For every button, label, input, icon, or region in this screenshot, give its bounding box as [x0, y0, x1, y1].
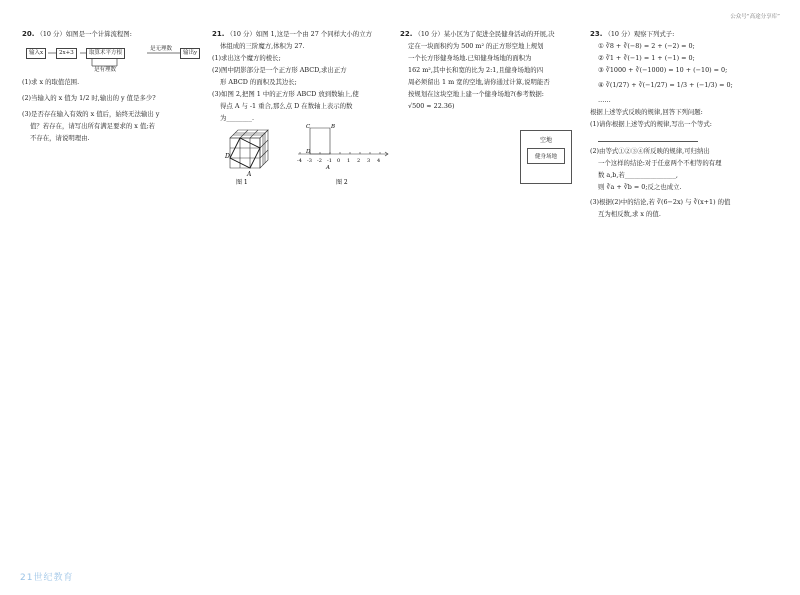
numberline-figure: [298, 128, 388, 156]
question-number: 22.: [400, 30, 413, 38]
cube-figure: [230, 130, 268, 168]
question-text: √500 ≈ 22.36): [408, 102, 455, 110]
figure-1-caption: 图 1: [236, 179, 248, 186]
flow-operation: 2x+3: [56, 48, 77, 59]
flowchart: [22, 44, 202, 74]
part-3-cont: 得点 A 与 -1 重合,那么点 D 在数轴上表示的数: [220, 102, 353, 110]
equation-4: ④ ∛(1/27) + ∛(−1/27) = 1/3 + (−1/3) = 0;: [598, 81, 733, 89]
flow-rational: 是有理数: [94, 67, 117, 73]
equation-3: ③ ∛1000 + ∛(−1000) = 10 + (−10) = 0;: [598, 66, 728, 74]
part-2-cont: 数 a,b,若________________,: [598, 171, 678, 179]
equation-2: ② ∛1 + ∛(−1) = 1 + (−1) = 0;: [598, 54, 695, 62]
part-2: (2)由等式①②③④所反映的规律,可归纳出: [590, 147, 710, 155]
axis-tick-label: 0: [337, 158, 341, 164]
question-20: [22, 28, 202, 144]
footer-logo: 21世纪教育: [20, 573, 74, 583]
figure-2-caption: 图 2: [336, 179, 348, 186]
part-2-cont: 形 ABCD 的面积及其边长;: [220, 78, 297, 86]
axis-tick-label: 1: [347, 158, 351, 164]
question-23: [590, 28, 780, 220]
part-3: (3)如图 2,把图 1 中的正方形 ABCD 放到数轴上,使: [212, 90, 359, 98]
flow-irrational: 是无理数: [150, 46, 173, 52]
flow-output: 输出y: [180, 48, 200, 59]
question-text: 周必须留出 1 m 宽的空地,请你通过计算,说明能否: [408, 78, 550, 86]
part-3-cont: 为________.: [220, 114, 254, 122]
part-2-cont: 一个这样的结论:对于任意两个不相等的有理: [598, 159, 722, 167]
axis-tick-label: -3: [307, 158, 312, 164]
label-A2: A: [326, 165, 330, 171]
question-stem-cont: 体组成的三阶魔方,体积为 27.: [220, 42, 305, 50]
question-stem: （10 分）观察下列式子:: [604, 30, 675, 38]
part-3: (3)根据(2)中的结论,若 ∛(6−2x) 与 ∛(x+1) 的值: [590, 198, 731, 206]
question-text: 定在一块面积约为 500 m² 的正方形空地上规划: [408, 42, 544, 50]
question-number: 20.: [22, 30, 35, 38]
cube-and-numberline: [212, 124, 390, 186]
axis-tick-label: 3: [367, 158, 371, 164]
question-text: （10 分）某小区为了促进全民健身活动的开展,决: [414, 30, 555, 38]
axis-tick-label: -2: [317, 158, 322, 164]
question-21: [212, 28, 390, 184]
part-3-cont: 互为相反数,求 x 的值.: [598, 210, 661, 218]
flow-sqrt: 取算术平方根: [86, 48, 125, 59]
flow-input: 输入x: [26, 48, 46, 59]
part-2-cont: 则 ∛a + ∛b = 0;反之也成立.: [598, 183, 682, 191]
label-C: C: [306, 124, 311, 130]
question-number: 23.: [590, 30, 603, 38]
question-number: 21.: [212, 30, 225, 38]
part-2: (2)当输入的 x 值为 1/2 时,输出的 y 值是多少?: [22, 94, 156, 102]
question-22: [400, 28, 578, 112]
part-1: (1)求 x 的取值范围.: [22, 78, 80, 86]
vacant-lot-figure: [520, 130, 572, 184]
part-3-cont: 值？若存在，请写出所有满足要求的 x 值;若: [30, 122, 155, 130]
axis-tick-label: -4: [297, 158, 302, 164]
part-2: (2)图中阴影部分是一个正方形 ABCD,求出正方: [212, 66, 347, 74]
fitness-area-label: 健身场地: [527, 148, 565, 164]
equation-1: ① ∛8 + ∛(−8) = 2 + (−2) = 0;: [598, 42, 695, 50]
question-stem: （10 分）如图 1,这是一个由 27 个同样大小的立方: [226, 30, 372, 38]
question-text: 按规划在这块空地上建一个健身场地?(参考数据:: [408, 90, 544, 98]
answer-line[interactable]: [590, 130, 780, 142]
part-1: (1)请你根据上述等式的规律,写出一个等式:: [590, 120, 712, 128]
figures: [212, 124, 390, 184]
question-stem: （10 分）如图是一个计算流程图:: [36, 30, 132, 38]
label-A: A: [247, 171, 252, 178]
axis-tick-label: -1: [327, 158, 332, 164]
question-text: 一个长方形健身场地.已知健身场地的面积为: [408, 54, 532, 62]
label-D: D: [225, 153, 230, 160]
label-D2: D: [306, 149, 311, 155]
question-text: 162 m²,其中长和宽的比为 2:1,且健身场地的四: [408, 66, 544, 74]
label-B: B: [331, 124, 336, 130]
part-3: (3)是否存在输入有效的 x 值后，始终无法输出 y: [22, 110, 160, 118]
header-watermark: 公众号“高途分享库”: [730, 14, 780, 20]
vacant-lot-label: 空地: [539, 137, 552, 144]
part-1: (1)求出这个魔方的棱长;: [212, 54, 281, 62]
part-3-cont: 不存在，请说明理由.: [30, 134, 90, 142]
instruction: 根据上述等式反映的规律,回答下列问题:: [590, 108, 703, 116]
ellipsis: ……: [598, 96, 611, 104]
axis-tick-label: 2: [357, 158, 361, 164]
axis-tick-label: 4: [377, 158, 381, 164]
